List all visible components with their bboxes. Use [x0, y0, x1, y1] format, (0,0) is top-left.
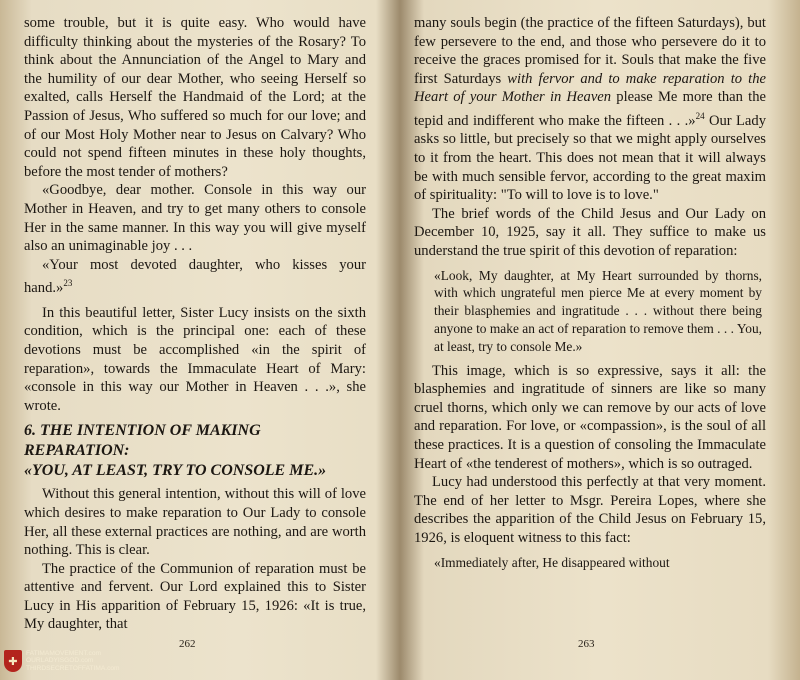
left-quote-signature — [24, 256, 366, 298]
right-para-1-start: many souls begin (the practice of the fifteen Saturdays), but few persevere to the end, and those who persevere do it to receive the graces promised for it. Souls that make the five first Saturdays — [414, 15, 766, 87]
right-para-4: Lucy had understood this perfectly at that very moment. The end of her letter to Msgr. Pereira Lopes, where she describes the apparition of the Child Jesus on February 15, 1926, is eloquent witness to this fact: — [414, 474, 766, 546]
right-page — [414, 14, 766, 571]
watermark-logo — [4, 650, 120, 672]
right-para-2: The brief words of the Child Jesus and Our Lady on December 10, 1925, say it all. They suffice to make us understand the true spirit of this devotion of reparation: — [414, 205, 766, 259]
blockquote-heart: «Look, My daughter, at My Heart surrounded by thorns, with which ungrateful men pierce Me at every moment by their blasphemies and ingratitude . . . without there being anyone to make an act of reparation to remove them . . . You, at least, try to console Me.» — [434, 267, 762, 354]
watermark-line-1: FATIMAMOVEMENT.com — [26, 650, 101, 657]
footnote-24: 24 — [695, 110, 705, 121]
page-number-right: 263 — [578, 638, 595, 650]
page-number-left: 262 — [179, 638, 196, 650]
signature-text: «Your most devoted daughter, who kisses your hand.» — [24, 256, 366, 297]
footnote-23: 23 — [63, 278, 73, 289]
right-quote-end: «Immediately after, He disappeared without — [434, 554, 670, 570]
right-para-1-mid: please Me more than the tepid and indifferent who make the fifteen . . .» — [414, 89, 766, 129]
section-heading: 6. THE INTENTION OF MAKING REPARATION: — [24, 422, 261, 460]
watermark-line-2: OURLADYISGOD.com — [26, 657, 94, 665]
left-para-2: In this beautiful letter, Sister Lucy insists on the sixth condition, which is the principal one: each of these devotions must be accomplished «in the spirit of reparation», towards the Immaculate Heart of Mary: «console in this way our Mother in Heaven . . .», she wrote. — [24, 304, 366, 414]
right-para-1-end: Our Lady asks so little, but precisely so that we might apply ourselves to it from the heart. This does not mean that it will always be with much sensible fervor, according to the great maxim of spirituality: "To will to love is to love." — [414, 112, 766, 204]
section-subheading: «YOU, AT LEAST, TRY TO CONSOLE ME.» — [24, 462, 327, 480]
left-para-1: some trouble, but it is quite easy. Who would have difficulty thinking about the mysteries of the Rosary? To think about the Annunciation of the Angel to Mary and the humility of our dear Mother, who seeing Herself so exalted, calls Herself the Handmaid of the Lord; at the Passion of Jesus, Who suffered so much for our love; and of our Most Holy Mother near to Jesus on Calvary? Who could not spend fifteen minutes in these holy thoughts, before the most tender of mothers? — [24, 15, 366, 180]
watermark-line-3: THIRDSECRETOFFATIMA.com — [26, 664, 120, 672]
right-para-3: This image, which is so expressive, says it all: the blasphemies and ingratitude of sinners are like so many cruel thorns, which only we can remove by our acts of love and reparation. For love, or «compassion», is the soul of all these practices. It is a question of consoling the Immaculate Heart of «the tenderest of mothers», which is so outraged. — [414, 362, 766, 472]
left-para-3: Without this general intention, without this will of love which desires to make reparation to Our Lady to console Her, all these external practices are nothing, and are worth nothing. This is clear. — [24, 486, 366, 559]
left-page — [24, 14, 366, 634]
right-para-1 — [414, 14, 766, 205]
watermark-sites — [26, 650, 120, 672]
left-quote-goodbye: «Goodbye, dear mother. Console in this way our Mother in Heaven, and try to get many others to console Her in the same manner. In this way you will give myself also an unimaginable joy . . . — [24, 182, 366, 255]
right-para-1-italic: with fervor and to make reparation to the Heart of your Mother in Heaven — [414, 70, 766, 106]
shield-icon: ✚ — [4, 650, 22, 672]
left-para-4: The practice of the Communion of reparation must be attentive and fervent. Our Lord explained this to Sister Lucy in His apparition of February 15, 1926: «It is true, My daughter, that — [24, 560, 366, 633]
